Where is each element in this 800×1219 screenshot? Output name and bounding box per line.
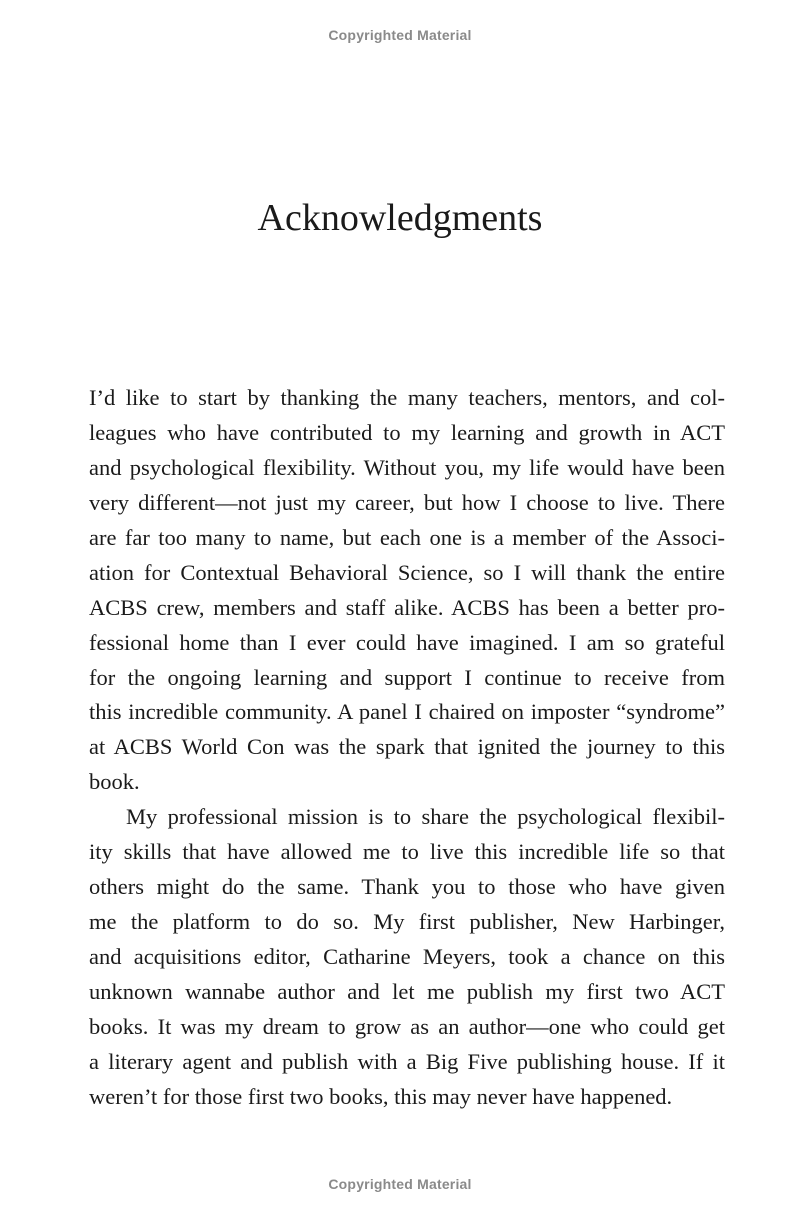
text-line: ACBS crew, members and staff alike. ACBS has been a better pro- — [89, 594, 725, 620]
text-line: this incredible community. A panel I chaired on imposter “syndrome” — [89, 699, 725, 725]
text-line: and psychological flexibility. Without you, my life would have been — [89, 454, 725, 480]
body-text — [89, 381, 725, 1115]
paragraph-1 — [89, 381, 725, 800]
text-line: others might do the same. Thank you to those who have given — [89, 874, 725, 900]
text-line: leagues who have contributed to my learning and growth in ACT — [89, 419, 725, 445]
copyright-watermark-top: Copyrighted Material — [328, 27, 472, 43]
text-line: ation for Contextual Behavioral Science, so I will thank the entire — [89, 559, 725, 585]
text-line: and acquisitions editor, Catharine Meyers, took a chance on this — [89, 944, 725, 969]
text-line: are far too many to name, but each one is a member of the Associ- — [89, 524, 725, 550]
copyright-watermark-bottom: Copyrighted Material — [328, 1176, 472, 1192]
text-line: weren’t for those first two books, this may never have happened. — [89, 1083, 673, 1109]
text-line: very different—not just my career, but how I choose to live. There — [89, 489, 725, 515]
text-line: I’d like to start by thanking the many teachers, mentors, and col- — [89, 385, 725, 410]
text-line: book. — [89, 769, 140, 795]
text-line: a literary agent and publish with a Big Five publishing house. If it — [89, 1048, 725, 1074]
page-title: Acknowledgments — [257, 197, 543, 239]
text-line: ity skills that have allowed me to live this incredible life so that — [89, 839, 725, 865]
text-line: at ACBS World Con was the spark that ignited the journey to this — [89, 734, 725, 760]
text-line: My professional mission is to share the psychological flexibil- — [126, 804, 725, 830]
text-line: fessional home than I ever could have imagined. I am so grateful — [89, 629, 725, 655]
text-line: for the ongoing learning and support I continue to receive from — [89, 664, 725, 690]
text-line: books. It was my dream to grow as an author—one who could get — [89, 1013, 725, 1039]
paragraph-2 — [89, 800, 725, 1114]
text-line: unknown wannabe author and let me publish my first two ACT — [89, 978, 725, 1004]
text-line: me the platform to do so. My first publisher, New Harbinger, — [89, 909, 725, 935]
